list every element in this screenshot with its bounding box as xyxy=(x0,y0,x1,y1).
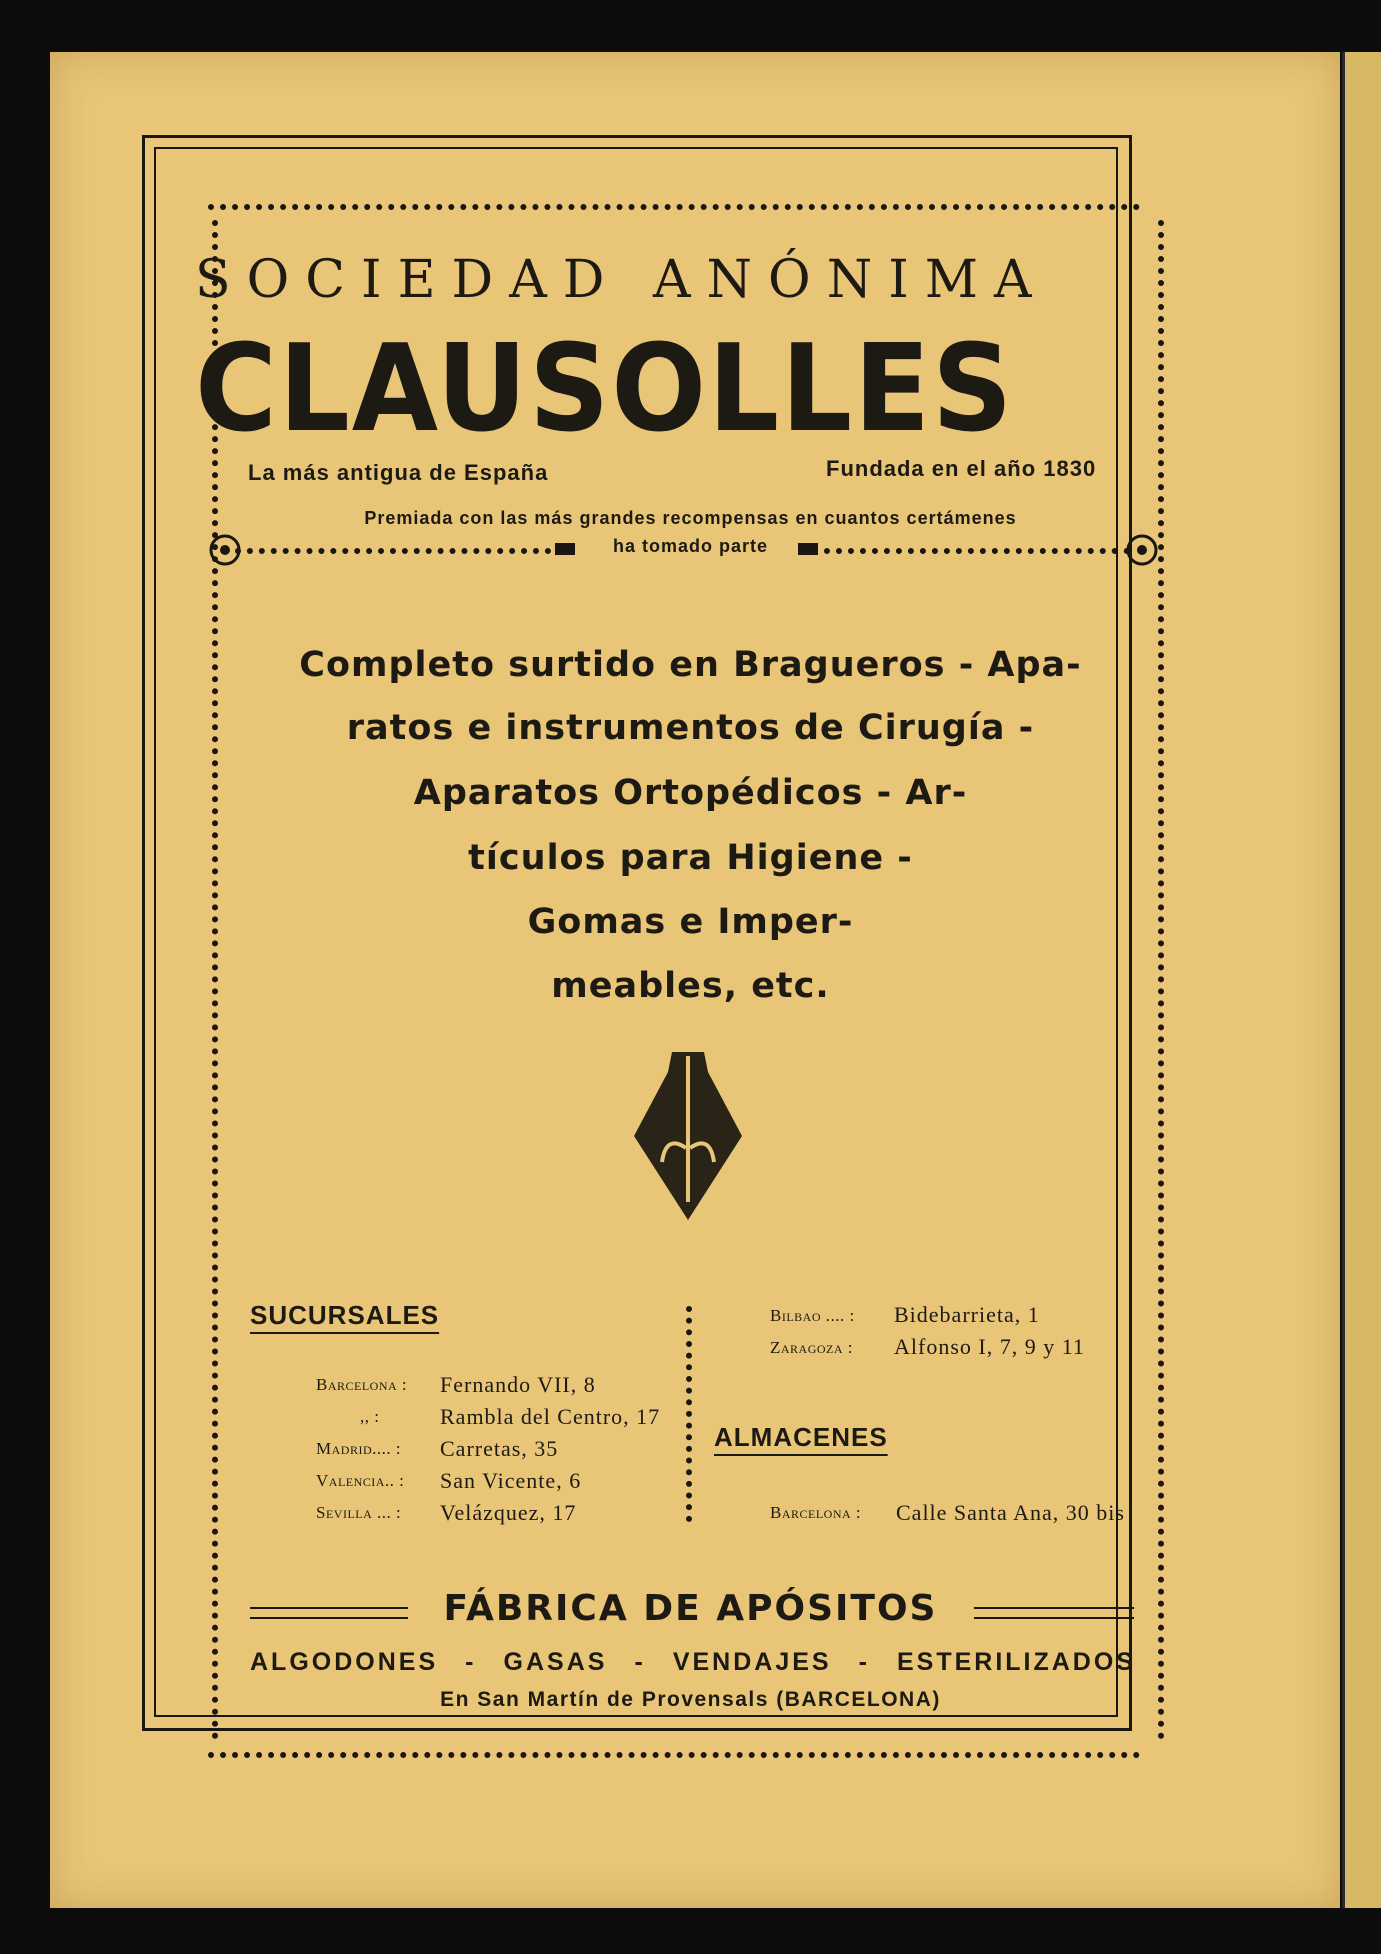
product-separator: - xyxy=(465,1648,477,1676)
header-divider-left xyxy=(235,548,575,554)
product-separator: - xyxy=(634,1648,646,1676)
column-separator xyxy=(686,1306,692,1522)
branch-city: Zaragoza : xyxy=(770,1338,854,1357)
top-chain-border xyxy=(208,204,1140,210)
body-line-6: meables, etc. xyxy=(551,966,830,1006)
award-text-continued: ha tomado parte xyxy=(612,536,769,556)
body-line-5: Gomas e Imper- xyxy=(527,902,854,942)
body-line-4: tículos para Higiene - xyxy=(468,838,913,878)
branch-address: Rambla del Centro, 17 xyxy=(440,1404,661,1429)
product-item: ALGODONES xyxy=(250,1648,439,1676)
product-separator: - xyxy=(858,1648,870,1676)
scroll-right-icon xyxy=(1122,530,1162,570)
award-text: Premiada con las más grandes recompensas en cuantos certámenes xyxy=(364,508,1017,528)
branch-address: San Vicente, 6 xyxy=(440,1468,582,1493)
header-divider-right xyxy=(800,548,1130,554)
branch-city: Bilbao .... : xyxy=(770,1306,855,1325)
body-line-1: Completo surtido en Bragueros - Apa- xyxy=(299,645,1082,685)
branch-city: ,, : xyxy=(360,1407,380,1426)
divider-end-left-icon xyxy=(554,542,576,556)
scroll-left-icon xyxy=(205,530,245,570)
product-item: ESTERILIZADOS xyxy=(896,1648,1136,1676)
bottom-chain-border xyxy=(208,1752,1140,1758)
tagline-founded: Fundada en el año 1830 xyxy=(826,456,1097,481)
branch-city: Barcelona : xyxy=(316,1375,408,1394)
branch-city: Madrid.... : xyxy=(316,1439,402,1458)
pen-nib-ornament-icon xyxy=(632,1052,744,1220)
product-item: GASAS xyxy=(503,1648,608,1676)
divider-end-right-icon xyxy=(797,542,819,556)
branch-address: Velázquez, 17 xyxy=(440,1500,577,1525)
branch-address: Bidebarrieta, 1 xyxy=(894,1302,1040,1327)
body-line-3: Aparatos Ortopédicos - Ar- xyxy=(413,773,968,813)
almacenes-title: ALMACENES xyxy=(714,1422,888,1452)
product-item: VENDAJES xyxy=(672,1648,832,1676)
product-list xyxy=(250,1648,1136,1677)
body-line-2: ratos e instrumentos de Cirugía - xyxy=(346,708,1035,748)
tagline-oldest: La más antigua de España xyxy=(248,460,549,485)
warehouse-address: Calle Santa Ana, 30 bis xyxy=(896,1500,1125,1525)
branch-address: Fernando VII, 8 xyxy=(440,1372,596,1397)
branch-address: Carretas, 35 xyxy=(440,1436,559,1461)
company-type: SOCIEDAD ANÓNIMA xyxy=(195,250,1048,310)
branch-address: Alfonso I, 7, 9 y 11 xyxy=(894,1334,1085,1359)
company-name: CLAUSOLLES xyxy=(195,320,1015,459)
branch-city: Sevilla ... : xyxy=(316,1503,402,1522)
branch-city: Valencia.. : xyxy=(316,1471,405,1490)
warehouse-city: Barcelona : xyxy=(770,1503,862,1522)
factory-title: FÁBRICA DE APÓSITOS xyxy=(443,1588,938,1629)
sucursales-title: SUCURSALES xyxy=(250,1300,440,1330)
factory-location: En San Martín de Provensals (BARCELONA) xyxy=(440,1688,941,1711)
